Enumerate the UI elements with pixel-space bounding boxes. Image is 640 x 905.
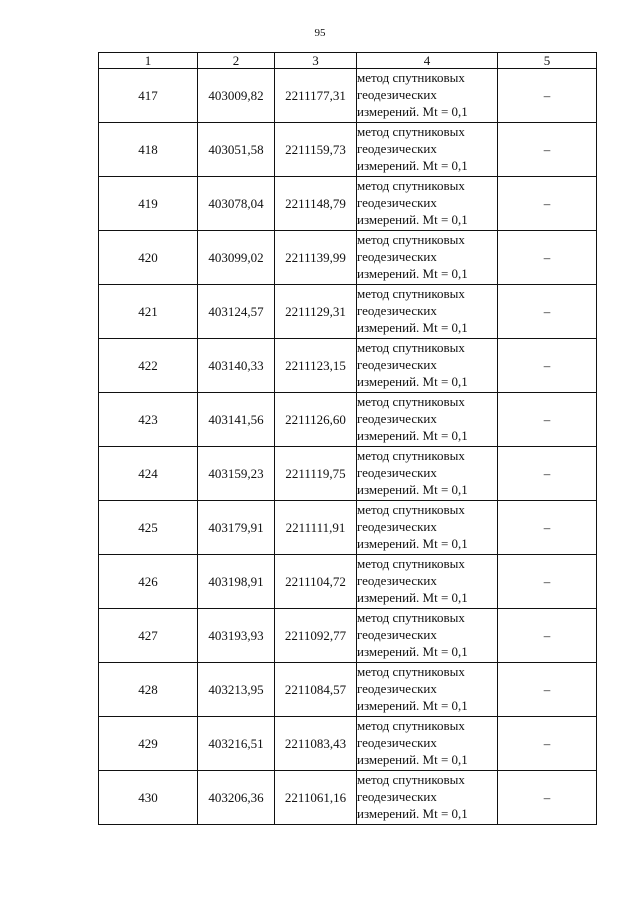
- y-coordinate-cell: 2211123,15: [275, 339, 357, 393]
- y-coordinate-cell: 2211061,16: [275, 771, 357, 825]
- x-coordinate-cell: 403213,95: [198, 663, 275, 717]
- col5-cell: –: [498, 177, 597, 231]
- method-line: метод спутниковых: [357, 610, 465, 625]
- point-number-cell: 425: [99, 501, 198, 555]
- method-cell: [357, 177, 498, 231]
- y-coordinate-cell: 2211111,91: [275, 501, 357, 555]
- method-line: метод спутниковых: [357, 502, 465, 517]
- col5-cell: –: [498, 339, 597, 393]
- col5-cell: –: [498, 555, 597, 609]
- method-cell: [357, 501, 498, 555]
- col5-cell: –: [498, 231, 597, 285]
- method-cell: [357, 69, 498, 123]
- method-cell: [357, 339, 498, 393]
- method-line: геодезических: [357, 735, 437, 750]
- y-coordinate-cell: 2211084,57: [275, 663, 357, 717]
- table-row: [99, 177, 597, 231]
- y-coordinate-cell: 2211104,72: [275, 555, 357, 609]
- y-coordinate-cell: 2211083,43: [275, 717, 357, 771]
- header-row: [99, 53, 597, 69]
- table-row: [99, 501, 597, 555]
- method-cell: [357, 609, 498, 663]
- x-coordinate-cell: 403206,36: [198, 771, 275, 825]
- point-number-cell: 428: [99, 663, 198, 717]
- x-coordinate-cell: 403051,58: [198, 123, 275, 177]
- point-number-cell: 429: [99, 717, 198, 771]
- method-line: измерений. Mt = 0,1: [357, 482, 468, 497]
- x-coordinate-cell: 403124,57: [198, 285, 275, 339]
- method-line: измерений. Mt = 0,1: [357, 212, 468, 227]
- method-line: геодезических: [357, 627, 437, 642]
- x-coordinate-cell: 403141,56: [198, 393, 275, 447]
- table-row: [99, 447, 597, 501]
- x-coordinate-cell: 403216,51: [198, 717, 275, 771]
- table-row: [99, 285, 597, 339]
- method-line: геодезических: [357, 249, 437, 264]
- method-line: метод спутниковых: [357, 556, 465, 571]
- page-number: 95: [314, 27, 326, 39]
- method-line: геодезических: [357, 411, 437, 426]
- method-line: метод спутниковых: [357, 124, 465, 139]
- table-row: [99, 123, 597, 177]
- y-coordinate-cell: 2211126,60: [275, 393, 357, 447]
- method-line: измерений. Mt = 0,1: [357, 536, 468, 551]
- point-number-cell: 419: [99, 177, 198, 231]
- method-line: измерений. Mt = 0,1: [357, 266, 468, 281]
- method-line: метод спутниковых: [357, 448, 465, 463]
- method-line: измерений. Mt = 0,1: [357, 590, 468, 605]
- table-row: [99, 663, 597, 717]
- y-coordinate-cell: 2211139,99: [275, 231, 357, 285]
- x-coordinate-cell: 403009,82: [198, 69, 275, 123]
- point-number-cell: 422: [99, 339, 198, 393]
- table-row: [99, 231, 597, 285]
- method-line: геодезических: [357, 195, 437, 210]
- method-line: геодезических: [357, 87, 437, 102]
- method-line: геодезических: [357, 789, 437, 804]
- table-row: [99, 69, 597, 123]
- method-cell: [357, 285, 498, 339]
- header-col-2: 2: [198, 53, 275, 69]
- method-line: геодезических: [357, 519, 437, 534]
- table-row: [99, 771, 597, 825]
- y-coordinate-cell: 2211092,77: [275, 609, 357, 663]
- method-line: измерений. Mt = 0,1: [357, 374, 468, 389]
- x-coordinate-cell: 403159,23: [198, 447, 275, 501]
- col5-cell: –: [498, 285, 597, 339]
- method-cell: [357, 447, 498, 501]
- method-line: геодезических: [357, 357, 437, 372]
- header-col-4: 4: [357, 53, 498, 69]
- y-coordinate-cell: 2211129,31: [275, 285, 357, 339]
- method-line: измерений. Mt = 0,1: [357, 320, 468, 335]
- method-line: измерений. Mt = 0,1: [357, 806, 468, 821]
- col5-cell: –: [498, 69, 597, 123]
- y-coordinate-cell: 2211148,79: [275, 177, 357, 231]
- method-line: измерений. Mt = 0,1: [357, 104, 468, 119]
- col5-cell: –: [498, 393, 597, 447]
- method-line: метод спутниковых: [357, 664, 465, 679]
- col5-cell: –: [498, 123, 597, 177]
- y-coordinate-cell: 2211119,75: [275, 447, 357, 501]
- point-number-cell: 426: [99, 555, 198, 609]
- method-cell: [357, 663, 498, 717]
- method-line: метод спутниковых: [357, 178, 465, 193]
- x-coordinate-cell: 403193,93: [198, 609, 275, 663]
- col5-cell: –: [498, 663, 597, 717]
- header-col-3: 3: [275, 53, 357, 69]
- col5-cell: –: [498, 771, 597, 825]
- method-line: измерений. Mt = 0,1: [357, 158, 468, 173]
- method-line: метод спутниковых: [357, 70, 465, 85]
- method-cell: [357, 393, 498, 447]
- coordinates-table: [98, 52, 597, 825]
- method-line: метод спутниковых: [357, 718, 465, 733]
- header-col-5: 5: [498, 53, 597, 69]
- method-cell: [357, 771, 498, 825]
- method-cell: [357, 717, 498, 771]
- col5-cell: –: [498, 717, 597, 771]
- method-cell: [357, 555, 498, 609]
- y-coordinate-cell: 2211159,73: [275, 123, 357, 177]
- header-col-1: 1: [99, 53, 198, 69]
- point-number-cell: 420: [99, 231, 198, 285]
- col5-cell: –: [498, 501, 597, 555]
- y-coordinate-cell: 2211177,31: [275, 69, 357, 123]
- table-row: [99, 717, 597, 771]
- x-coordinate-cell: 403078,04: [198, 177, 275, 231]
- method-line: метод спутниковых: [357, 772, 465, 787]
- point-number-cell: 421: [99, 285, 198, 339]
- table-row: [99, 555, 597, 609]
- point-number-cell: 418: [99, 123, 198, 177]
- x-coordinate-cell: 403140,33: [198, 339, 275, 393]
- point-number-cell: 423: [99, 393, 198, 447]
- method-line: геодезических: [357, 141, 437, 156]
- point-number-cell: 417: [99, 69, 198, 123]
- method-line: геодезических: [357, 303, 437, 318]
- method-line: геодезических: [357, 465, 437, 480]
- point-number-cell: 427: [99, 609, 198, 663]
- table-row: [99, 339, 597, 393]
- col5-cell: –: [498, 447, 597, 501]
- method-cell: [357, 231, 498, 285]
- method-cell: [357, 123, 498, 177]
- table-row: [99, 609, 597, 663]
- method-line: геодезических: [357, 681, 437, 696]
- method-line: метод спутниковых: [357, 286, 465, 301]
- col5-cell: –: [498, 609, 597, 663]
- method-line: метод спутниковых: [357, 232, 465, 247]
- x-coordinate-cell: 403179,91: [198, 501, 275, 555]
- x-coordinate-cell: 403198,91: [198, 555, 275, 609]
- point-number-cell: 430: [99, 771, 198, 825]
- table-row: [99, 393, 597, 447]
- method-line: измерений. Mt = 0,1: [357, 428, 468, 443]
- method-line: метод спутниковых: [357, 340, 465, 355]
- point-number-cell: 424: [99, 447, 198, 501]
- method-line: метод спутниковых: [357, 394, 465, 409]
- method-line: геодезических: [357, 573, 437, 588]
- method-line: измерений. Mt = 0,1: [357, 752, 468, 767]
- x-coordinate-cell: 403099,02: [198, 231, 275, 285]
- method-line: измерений. Mt = 0,1: [357, 644, 468, 659]
- method-line: измерений. Mt = 0,1: [357, 698, 468, 713]
